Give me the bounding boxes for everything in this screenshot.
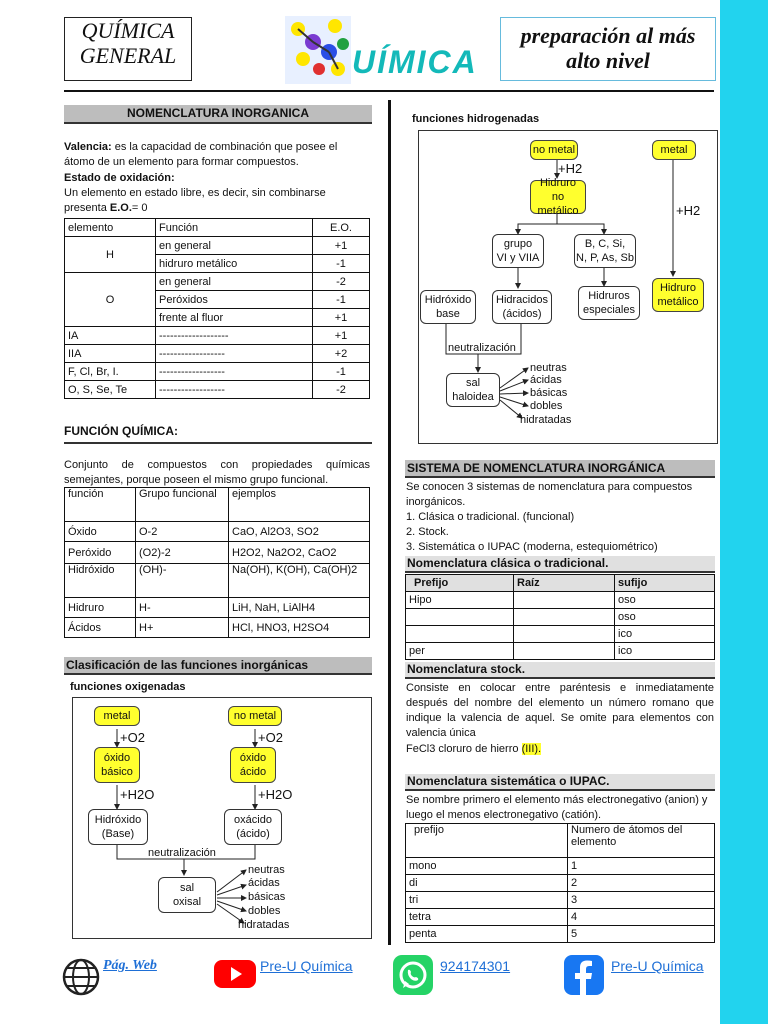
hnm-l2: no metálico <box>537 191 579 217</box>
ha-l2: (ácidos) <box>502 308 542 320</box>
oxigenadas-title: funciones oxigenadas <box>70 681 186 693</box>
eo-header: Función <box>156 219 313 237</box>
hidro-no-metal-box: no metal <box>530 140 578 160</box>
eo-header: elemento <box>65 219 156 237</box>
section-funcion-quimica: FUNCIÓN QUÍMICA: <box>64 424 178 438</box>
hm-l2: metálico <box>657 296 699 308</box>
oxido-basico-box <box>94 747 140 783</box>
stock-title: Nomenclatura stock. <box>405 662 715 679</box>
clasica-table <box>405 574 715 660</box>
eo-cell: ------------------ <box>156 345 313 363</box>
valencia-text: es la capacidad de combinación que posee el átomo de un elemento para formar compuestos. <box>64 141 338 168</box>
oxig-o2-a: +O2 <box>120 730 145 745</box>
globe-icon <box>62 958 100 999</box>
clasica-cell: oso <box>615 592 715 609</box>
eo-cell: F, Cl, Br, I. <box>65 363 156 381</box>
sh-l1: sal <box>465 377 481 389</box>
he-l1: Hidruros <box>588 290 630 302</box>
facebook-icon <box>564 955 604 998</box>
func-cell: Na(OH), K(OH), Ca(OH)2 <box>229 564 370 598</box>
iupac-title: Nomenclatura sistemática o IUPAC. <box>405 774 715 791</box>
eo-cell: frente al fluor <box>156 309 313 327</box>
stock-ex-text: FeCl3 cloruro de hierro <box>406 743 522 755</box>
hidro-type: dobles <box>530 400 563 412</box>
func-header: función <box>65 488 136 522</box>
iupac-cell: tetra <box>406 909 568 926</box>
hidroxido-base-box <box>88 809 148 845</box>
section-nomenclatura: NOMENCLATURA INORGANICA <box>64 105 372 124</box>
eo-cell: Peróxidos <box>156 291 313 309</box>
clasica-header: Raíz <box>514 575 615 592</box>
func-cell: H2O2, Na2O2, CaO2 <box>229 542 370 564</box>
grupo-box <box>492 234 544 268</box>
iupac-text: Se nombre primero el elemento más electronegativo (anion) y luego el menos electronegativo (catión). <box>406 794 708 821</box>
section-underline <box>64 442 372 444</box>
eo-cell: IA <box>65 327 156 345</box>
valencia-term: Valencia: <box>64 141 112 153</box>
clasica-cell: per <box>406 643 514 660</box>
sal-haloidea-box <box>446 373 500 407</box>
hidro-type: hidratadas <box>520 414 572 426</box>
hidro-h2-b: +H2 <box>676 203 701 218</box>
func-cell: Hidruro <box>65 598 136 618</box>
eo-cell: -1 <box>313 255 370 273</box>
iupac-cell: 4 <box>568 909 715 926</box>
column-divider <box>388 100 391 945</box>
func-cell: HCl, HNO3, H2SO4 <box>229 618 370 638</box>
hidro-type: neutras <box>530 362 567 374</box>
elementos-box <box>574 234 636 268</box>
eo-cell: -1 <box>313 363 370 381</box>
clasica-cell <box>514 643 615 660</box>
eo-cell: +1 <box>313 327 370 345</box>
estado-paragraph <box>64 186 370 216</box>
iupac-cell: penta <box>406 926 568 943</box>
valencia-paragraph <box>64 140 370 170</box>
title-line-2: GENERAL <box>79 43 177 68</box>
iupac-cell: di <box>406 875 568 892</box>
oxig-type: dobles <box>248 905 281 917</box>
iupac-header: prefijo <box>406 824 568 858</box>
grupo-l2: VI y VIIA <box>496 252 540 264</box>
hidro-type: ácidas <box>530 374 562 386</box>
youtube-link[interactable]: Pre-U Química <box>260 958 353 974</box>
func-header: Grupo funcional <box>136 488 229 522</box>
clasica-cell: Hipo <box>406 592 514 609</box>
title-preparacion <box>500 17 716 81</box>
iupac-cell: 2 <box>568 875 715 892</box>
eo-cell: +1 <box>313 237 370 255</box>
oxig-h2o-b: +H2O <box>258 787 293 802</box>
iupac-cell: tri <box>406 892 568 909</box>
stock-example <box>406 742 541 757</box>
sh-l2: haloidea <box>452 391 494 403</box>
func-cell: (OH)- <box>136 564 229 598</box>
oxig-h2o-a: +H2O <box>120 787 155 802</box>
hidro-type: básicas <box>530 387 568 399</box>
eo-table <box>64 218 370 399</box>
clasica-cell: oso <box>615 609 715 626</box>
oxig-metal-box: metal <box>94 706 140 726</box>
facebook-link[interactable]: Pre-U Química <box>611 958 704 974</box>
clasica-cell <box>514 609 615 626</box>
hm-l1: Hidruro <box>659 282 697 294</box>
hidracidos-box <box>492 290 552 324</box>
side-accent-bar <box>720 0 768 1024</box>
oxig-o2-b: +O2 <box>258 730 283 745</box>
hidrogenadas-title: funciones hidrogenadas <box>412 113 540 125</box>
stock-ex-highlight: (III). <box>521 743 542 755</box>
eo-cell: -2 <box>313 381 370 399</box>
iupac-cell: 5 <box>568 926 715 943</box>
section-sistema: SISTEMA DE NOMENCLATURA INORGÁNICA <box>405 460 715 478</box>
hidroxido-l1: Hidróxido <box>94 814 142 826</box>
hidro-metal-box: metal <box>652 140 696 160</box>
oxacido-l1: oxácido <box>234 814 272 826</box>
eo-cell: en general <box>156 237 313 255</box>
clasica-cell <box>514 592 615 609</box>
hnm-l1: Hidruro <box>539 177 577 189</box>
funcion-table <box>64 487 370 638</box>
oxig-type: hidratadas <box>238 919 290 931</box>
clasica-cell <box>406 626 514 643</box>
whatsapp-icon <box>393 955 433 998</box>
func-cell: (O2)-2 <box>136 542 229 564</box>
eo-cell: O, S, Se, Te <box>65 381 156 399</box>
sistema-item: 2. Stock. <box>406 526 449 538</box>
iupac-cell: mono <box>406 858 568 875</box>
oxisal-l1: sal <box>179 882 195 894</box>
sistema-item: 1. Clásica o tradicional. (funcional) <box>406 511 575 523</box>
youtube-icon <box>214 958 256 993</box>
eo-cell: ------------------- <box>156 327 313 345</box>
iupac-table <box>405 823 715 943</box>
estado-title: Estado de oxidación: <box>64 172 175 184</box>
title-right-line-1: preparación al más <box>520 23 696 48</box>
clasica-header: Prefijo <box>406 575 514 592</box>
grupo-l1: grupo <box>503 238 533 250</box>
func-cell: Hidróxido <box>65 564 136 598</box>
oxig-type: neutras <box>248 864 285 876</box>
hidroxido-box <box>420 290 476 324</box>
func-cell: Óxido <box>65 522 136 542</box>
title-quimica-general <box>64 17 192 81</box>
hidruro-no-metalico-box <box>530 177 586 217</box>
hidro-h2-a: +H2 <box>558 161 583 176</box>
eo-header: E.O. <box>313 219 370 237</box>
hidro-neutralizacion: neutralización <box>448 342 516 354</box>
clasica-cell <box>406 609 514 626</box>
func-cell: Ácidos <box>65 618 136 638</box>
clasica-title: Nomenclatura clásica o tradicional. <box>405 556 715 573</box>
funcion-text: Conjunto de compuestos con propiedades químicas semejantes, porque poseen el mismo grupo funcional. <box>64 459 370 486</box>
oxig-type: básicas <box>248 891 286 903</box>
sistema-text: Se conocen 3 sistemas de nomenclatura para compuestos inorgánicos. <box>406 481 693 508</box>
eo-cell: O <box>65 273 156 327</box>
hidruro-metalico-box <box>652 278 704 312</box>
oxisal-box <box>158 877 216 913</box>
hb-l1: Hidróxido <box>424 294 472 306</box>
oxacido-l2: (ácido) <box>236 828 270 840</box>
iupac-cell: 1 <box>568 858 715 875</box>
elem-l1: B, C, Si, <box>584 238 626 250</box>
oxido-acido-box <box>230 747 276 783</box>
oxig-neutralizacion: neutralización <box>148 847 216 859</box>
hidroxido-l2: (Base) <box>101 828 135 840</box>
header-divider <box>64 90 714 92</box>
clasica-cell: ico <box>615 626 715 643</box>
clasica-cell: ico <box>615 643 715 660</box>
section-clasificacion: Clasificación de las funciones inorgánicas <box>64 657 372 675</box>
elem-l2: N, P, As, Sb <box>576 252 634 264</box>
func-cell: H+ <box>136 618 229 638</box>
eo-cell: en general <box>156 273 313 291</box>
iupac-cell: 3 <box>568 892 715 909</box>
ha-l1: Hidracidos <box>496 294 548 306</box>
hidruros-especiales-box <box>578 286 640 320</box>
iupac-header: Numero de átomos del elemento <box>568 824 715 858</box>
oxido-acido-l2: ácido <box>239 766 267 778</box>
func-cell: LiH, NaH, LiAlH4 <box>229 598 370 618</box>
eo-cell: ------------------ <box>156 381 313 399</box>
clasica-header: sufijo <box>615 575 715 592</box>
eo-cell: ------------------ <box>156 363 313 381</box>
stock-text: Consiste en colocar entre paréntesis e inmediatamente después del nombre del elemento un número romano que indique la valencia de aquel. Se omite para elementos con valencia única <box>406 682 714 739</box>
title-right-line-2: alto nivel <box>566 48 650 73</box>
estado-eo: E.O. <box>109 202 132 214</box>
eo-cell: +2 <box>313 345 370 363</box>
logo-word: UÍMICA <box>352 44 478 80</box>
func-header: ejemplos <box>229 488 370 522</box>
oxisal-l2: oxisal <box>172 896 202 908</box>
func-cell: H- <box>136 598 229 618</box>
estado-text: Un elemento en estado libre, es decir, sin combinarse presenta <box>64 187 326 214</box>
estado-val: = 0 <box>131 202 148 214</box>
oxig-type: ácidas <box>248 877 280 889</box>
title-line-1: QUÍMICA <box>81 18 175 43</box>
clasica-cell <box>514 626 615 643</box>
eo-cell: IIA <box>65 345 156 363</box>
eo-cell: -2 <box>313 273 370 291</box>
func-cell: O-2 <box>136 522 229 542</box>
oxido-basico-l2: básico <box>101 766 133 778</box>
whatsapp-link[interactable]: 924174301 <box>440 958 511 974</box>
oxacido-box <box>224 809 282 845</box>
oxido-basico-l1: óxido <box>103 752 131 764</box>
web-link[interactable]: Pág. Web <box>103 958 157 973</box>
oxido-acido-l1: óxido <box>239 752 267 764</box>
eo-cell: -1 <box>313 291 370 309</box>
eo-cell: H <box>65 237 156 273</box>
func-cell: CaO, Al2O3, SO2 <box>229 522 370 542</box>
he-l2: especiales <box>583 304 635 316</box>
eo-cell: +1 <box>313 309 370 327</box>
sistema-item: 3. Sistemática o IUPAC (moderna, estequiométrico) <box>406 541 658 553</box>
func-cell: Peróxido <box>65 542 136 564</box>
eo-cell: hidruro metálico <box>156 255 313 273</box>
oxig-no-metal-box: no metal <box>228 706 282 726</box>
hb-l2: base <box>436 308 460 320</box>
